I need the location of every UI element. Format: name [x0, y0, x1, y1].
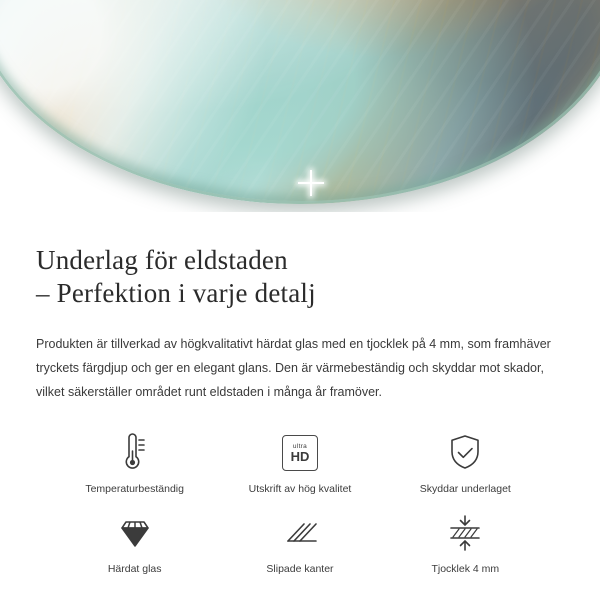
feature-label: Härdat glas: [107, 563, 162, 575]
feature-label: Skyddar underlaget: [419, 483, 511, 495]
hero-product-image: [0, 0, 600, 204]
feature-item-protects-surface: [383, 430, 548, 496]
ultra-hd-badge-icon: [282, 430, 318, 476]
feature-item-print-quality: [217, 430, 382, 496]
ultra-hd-badge-main-text: HD: [290, 448, 310, 464]
feature-item-polished-edges: [217, 510, 382, 576]
shield-check-icon: [445, 430, 485, 476]
feature-item-tempered-glass: [52, 510, 217, 576]
page-title-line-2: – Perfektion i varje detalj: [36, 278, 316, 308]
diamond-icon: [115, 510, 155, 556]
feature-label: Tjocklek 4 mm: [431, 563, 500, 575]
feature-item-thickness: [383, 510, 548, 576]
feature-grid: [36, 430, 564, 576]
marble-print-artwork: [0, 0, 600, 204]
page-title: [36, 244, 564, 310]
feature-label: Temperaturbeständig: [85, 483, 184, 495]
feature-label: Utskrift av hög kvalitet: [248, 483, 352, 495]
thermometer-icon: [115, 430, 155, 476]
page-title-line-1: Underlag för eldstaden: [36, 245, 288, 275]
thickness-arrows-icon: [443, 510, 487, 556]
ultra-hd-badge-top-text: ultra: [292, 442, 308, 450]
polished-edges-icon: [278, 510, 322, 556]
hero-image-section: [0, 0, 600, 212]
feature-label: Slipade kanter: [266, 563, 334, 575]
product-description-paragraph: Produkten är tillverkad av högkvalitativt härdat glas med en tjocklek på 4 mm, som framhäver tryckets färgdjup och ger en elegant glans. Den är värmebeständig och skyddar mot skador, vilket säkerställer området runt eldstaden i många år framöver.: [36, 337, 551, 399]
feature-item-temperature-resistant: [52, 430, 217, 496]
content-section: [0, 244, 600, 576]
